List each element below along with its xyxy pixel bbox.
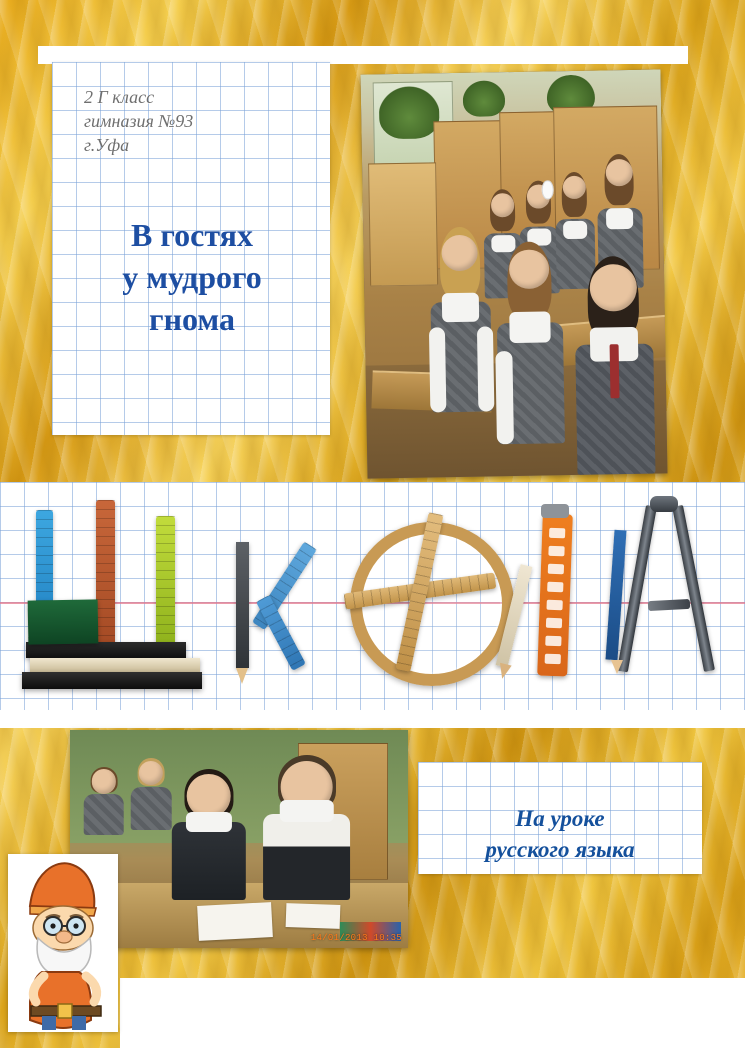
ruler-green xyxy=(156,516,175,646)
pencil-tip xyxy=(611,660,623,674)
collar xyxy=(186,812,232,832)
collar xyxy=(279,800,333,822)
pupil-foreground xyxy=(171,774,245,900)
middle-white-margin xyxy=(0,710,745,728)
sleeve xyxy=(495,351,514,444)
collar xyxy=(605,208,633,229)
pencil-tip xyxy=(236,668,248,684)
head xyxy=(509,249,549,289)
compass-crossbar xyxy=(648,599,690,611)
pupil xyxy=(131,761,172,831)
uniform xyxy=(131,787,172,830)
book-pages xyxy=(30,658,200,672)
ruler-blue-diagonal xyxy=(252,541,317,630)
collar xyxy=(442,293,480,322)
stencil-hole xyxy=(548,564,564,575)
pupil-foreground xyxy=(429,234,492,413)
book-black xyxy=(22,672,202,689)
class-info-line-2: гимназия №93 xyxy=(84,110,194,131)
stencil-hole xyxy=(545,654,561,665)
pupil xyxy=(84,769,125,834)
compass-hinge xyxy=(650,496,678,512)
stencil-orange xyxy=(537,514,573,677)
title-line-3: гнома xyxy=(149,301,235,338)
gnome-illustration xyxy=(8,854,118,1032)
worksheet xyxy=(198,902,274,941)
caption-line-2: русского языка xyxy=(485,836,635,862)
worksheet xyxy=(286,903,341,929)
collar xyxy=(509,311,550,343)
head xyxy=(589,264,637,312)
page-title xyxy=(66,214,318,341)
uniform xyxy=(171,822,245,900)
ruler-blue-diagonal xyxy=(256,595,306,671)
class-info-block xyxy=(84,86,304,158)
uniform-vest xyxy=(263,814,351,900)
collar xyxy=(563,221,587,240)
stencil-cap xyxy=(541,504,569,518)
pencil-tip xyxy=(496,663,511,680)
cabinet xyxy=(368,162,438,286)
pupil-foreground xyxy=(574,263,656,474)
title-line-1: В гостях xyxy=(131,217,253,253)
book-black xyxy=(26,642,186,658)
hair-bow xyxy=(541,180,553,200)
compass-leg-right xyxy=(672,505,715,672)
pencil-dark xyxy=(236,542,249,668)
stencil-hole xyxy=(548,546,564,557)
pupil-foreground xyxy=(496,249,565,444)
book-green xyxy=(28,599,99,644)
stencil-hole xyxy=(546,618,562,629)
stencil-hole xyxy=(547,582,563,593)
ruler-brown xyxy=(96,500,115,648)
stencil-hole xyxy=(545,636,561,647)
photo-caption xyxy=(424,804,696,865)
title-line-2: у мудрого xyxy=(122,259,262,296)
word-art-shkola xyxy=(0,482,745,710)
plant-icon xyxy=(379,85,440,139)
photo-timestamp: 14/01/2013 10:35 xyxy=(310,933,402,943)
sleeve xyxy=(477,326,494,412)
class-info-line-3: г.Уфа xyxy=(84,134,130,155)
class-info-line-1: 2 Г класс xyxy=(84,87,155,107)
pupil-foreground xyxy=(263,761,351,901)
stencil-hole xyxy=(546,600,562,611)
caption-line-1: На уроке xyxy=(515,806,605,831)
photo-lesson xyxy=(70,730,408,948)
necktie xyxy=(610,344,620,399)
bottom-white-margin xyxy=(120,978,745,1048)
sleeve xyxy=(429,327,446,413)
photo-classroom xyxy=(360,69,667,478)
uniform xyxy=(84,794,125,835)
stencil-hole xyxy=(549,528,565,539)
